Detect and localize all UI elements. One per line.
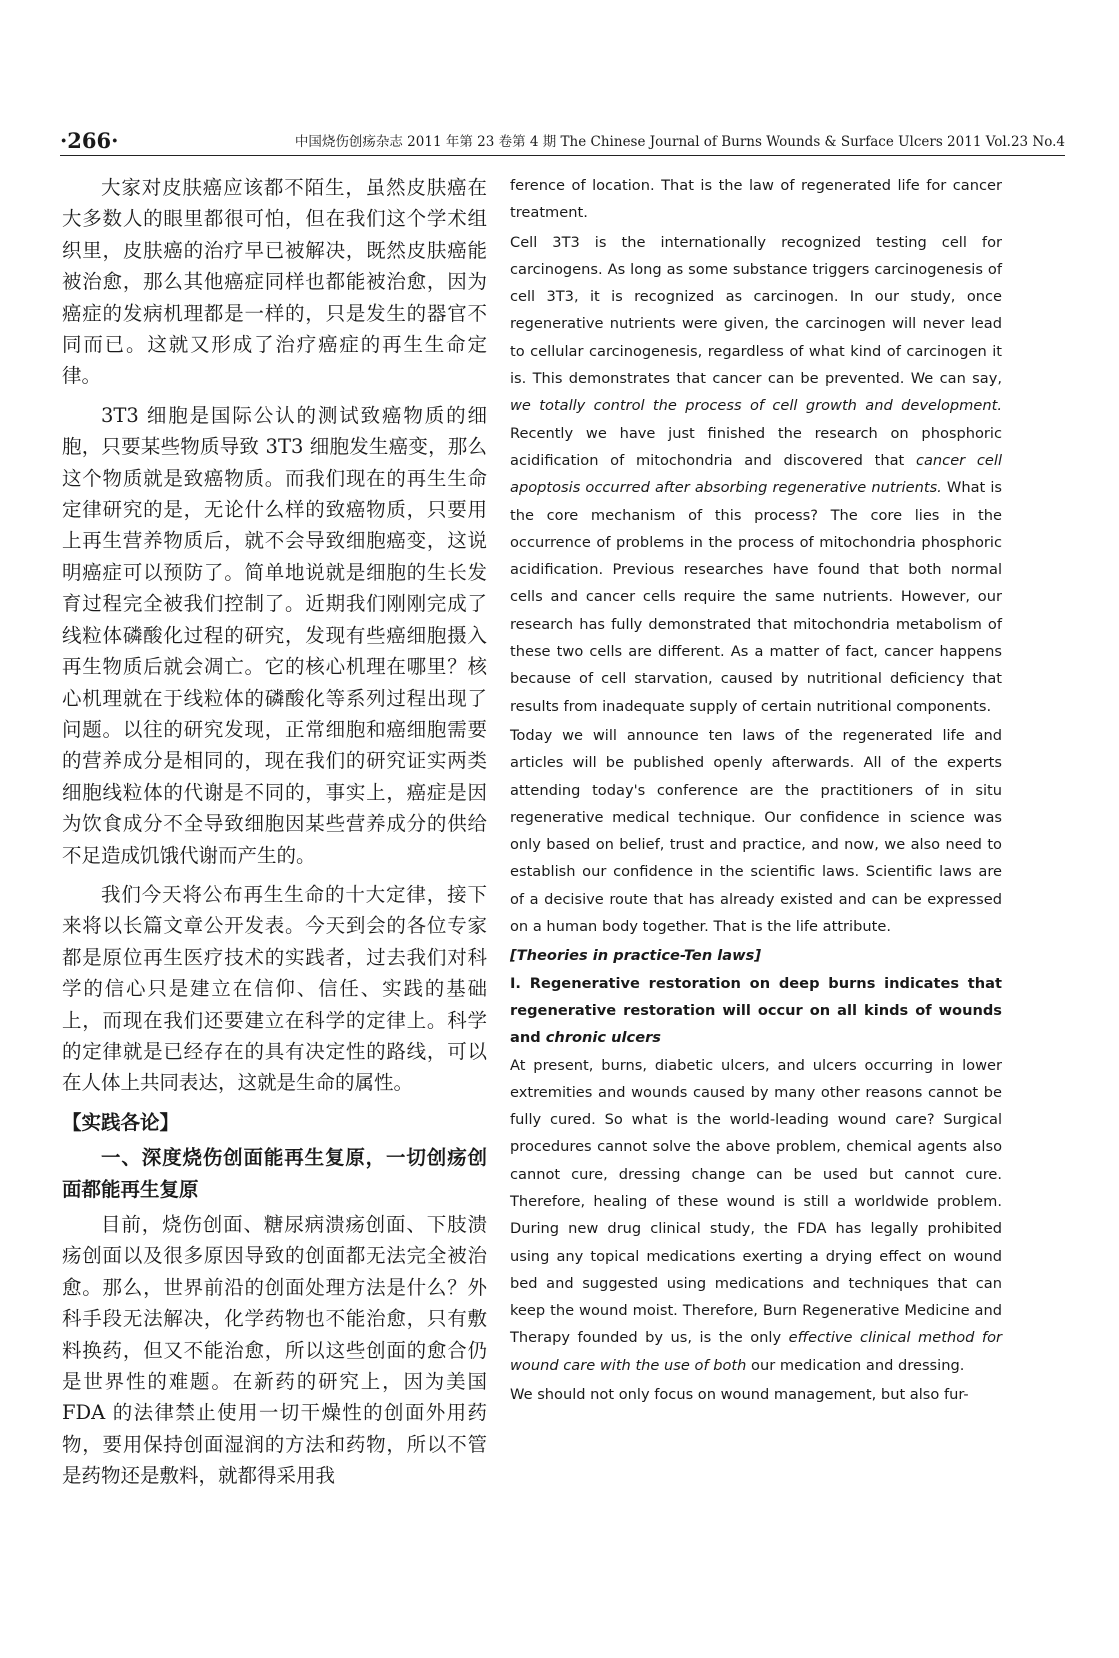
running-header xyxy=(60,126,1065,156)
paragraph: 我们今天将公布再生生命的十大定律，接下来将以长篇文章公开发表。今天到会的各位专家都是原位再生医疗技术的实践者，过去我们对科学的信心只是建立在信仰、信任、实践的基础上，而现在我们还要建立在科学的定律上。科学的定律就是已经存在的具有决定性的路线，可以在人体上共同表达，这就是生命的属性。 xyxy=(62,882,487,1095)
text-run: our medication and dressing. xyxy=(751,1356,965,1374)
section-heading: [Theories in practice-Ten laws] xyxy=(510,947,761,965)
paragraph xyxy=(510,1052,1002,1380)
subsection-heading xyxy=(510,970,1002,1052)
header-rule xyxy=(60,155,1065,156)
heading-text: I. Regenerative restoration on deep burns indicates that regenerative restoration will occur on all kinds of wounds and xyxy=(510,974,1002,1047)
journal-line: 中国烧伤创疡杂志 2011 年第 23 卷第 4 期 The Chinese Journal of Burns Wounds & Surface Ulcers 2011 Vol.23 No.4 xyxy=(294,134,1065,150)
text-run: What is the core mechanism of this process? The core lies in the occurrence of problems in the process of mitochondria phosphoric acidification. Previous researches have found that both normal cells and cancer cells require the same nutrients. However, our research has fully demonstrated that mitochondria metabolism of these two cells are different. As a matter of fact, cancer happens because of cell starvation, caused by nutritional deficiency that results from inadequate supply of certain nutritional components. xyxy=(510,479,1002,715)
text-run: At present, burns, diabetic ulcers, and ulcers occurring in lower extremities and wounds caused by many other reasons cannot be fully cured. So what is the world-leading wound care? Surgical procedures cannot solve the above problem, chemical agents also cannot cure, dressing change can be used but cannot cure. Therefore, healing of these wound is still a worldwide problem. During new drug clinical study, the FDA has legally prohibited using any topical medications exerting a drying effect on wound bed and suggested using medications and techniques that can keep the wound moist. Therefore, Burn Regenerative Medicine and Therapy founded by us, is the only xyxy=(510,1056,1002,1347)
heading-italic: chronic ulcers xyxy=(545,1029,661,1047)
paragraph: ference of location. That is the law of regenerated life for cancer treatment. xyxy=(510,177,1002,222)
emphasis: cancer cell apoptosis occurred after absorbing regenerative nutrients. xyxy=(510,451,1002,497)
text-run: Cell 3T3 is the internationally recognized testing cell for carcinogens. As long as some substance triggers carcinogenesis of cell 3T3, it is recognized as carcinogen. In our study, once regenerative nutrients were given, the carcinogen will never lead to cellular carcinogenesis, regardless of what kind of carcinogen it is. This demonstrates that cancer can be prevented. We can say, xyxy=(510,233,1002,388)
paragraph: 目前，烧伤创面、糖尿病溃疡创面、下肢溃疡创面以及很多原因导致的创面都无法完全被治愈。那么，世界前沿的创面处理方法是什么？外科手段无法解决，化学药物也不能治愈，只有敷料换药，但又不能治愈，所以这些创面的愈合仍是世界性的难题。在新药的研究上，因为美国 FDA 的法律禁止使用一切干燥性的创面外用药物，要用保持创面湿润的方法和药物，所以不管是药物还是敷料，就都得采用我 xyxy=(62,1213,487,1488)
emphasis: effective clinical method for wound care with the use of both xyxy=(510,1329,1002,1374)
chinese-column xyxy=(62,172,487,1500)
paragraph: 3T3 细胞是国际公认的测试致癌物质的细胞，只要某些物质导致 3T3 细胞发生癌变，那么这个物质就是致癌物质。而我们现在的再生生命定律研究的是，无论什么样的致癌物质，只要用上再生营养物质后，就不会导致细胞癌变，这说明癌症可以预防了。简单地说就是细胞的生长发育过程完全被我们控制了。近期我们刚刚完成了线粒体磷酸化过程的研究，发现有些癌细胞摄入再生物质后就会凋亡。它的核心机理在哪里？核心机理就在于线粒体的磷酸化等系列过程出现了问题。以往的研究发现，正常细胞和癌细胞需要的营养成分是相同的，现在我们的研究证实两类细胞线粒体的代谢是不同的，事实上，癌症是因为饮食成分不全导致细胞因某些营养成分的供给不足造成饥饿代谢而产生的。 xyxy=(62,403,487,867)
english-column xyxy=(510,172,1002,1410)
paragraph: 大家对皮肤癌应该都不陌生，虽然皮肤癌在大多数人的眼里都很可怕，但在我们这个学术组织里，皮肤癌的治疗早已被解决，既然皮肤癌能被治愈，那么其他癌症同样也都能被治愈，因为癌症的发病机理都是一样的，只是发生的器官不同而已。这就又形成了治疗癌症的再生生命定律。 xyxy=(62,176,487,388)
paragraph: Today we will announce ten laws of the regenerated life and articles will be published openly afterwards. All of the experts attending today's conference are the practitioners of in situ regenerative medical technique. Our confidence in science was only based on belief, trust and practice, and now, we also need to establish our confidence in the scientific laws. Scientific laws are of a decisive route that has already existed and can be expressed on a human body together. That is the life attribute. xyxy=(510,726,1002,936)
emphasis: we totally control the process of cell growth and development. xyxy=(510,397,1002,415)
page-number: ·266· xyxy=(60,128,119,153)
paragraph xyxy=(510,229,1002,720)
section-heading: 【实践各论】 xyxy=(62,1110,180,1134)
paragraph: We should not only focus on wound management, but also fur- xyxy=(510,1386,969,1404)
text-run: Recently we have just finished the research on phosphoric acidification of mitochondria and discovered that xyxy=(510,424,1002,469)
subsection-heading: 一、深度烧伤创面能再生复原，一切创疡创面都能再生复原 xyxy=(62,1146,487,1201)
